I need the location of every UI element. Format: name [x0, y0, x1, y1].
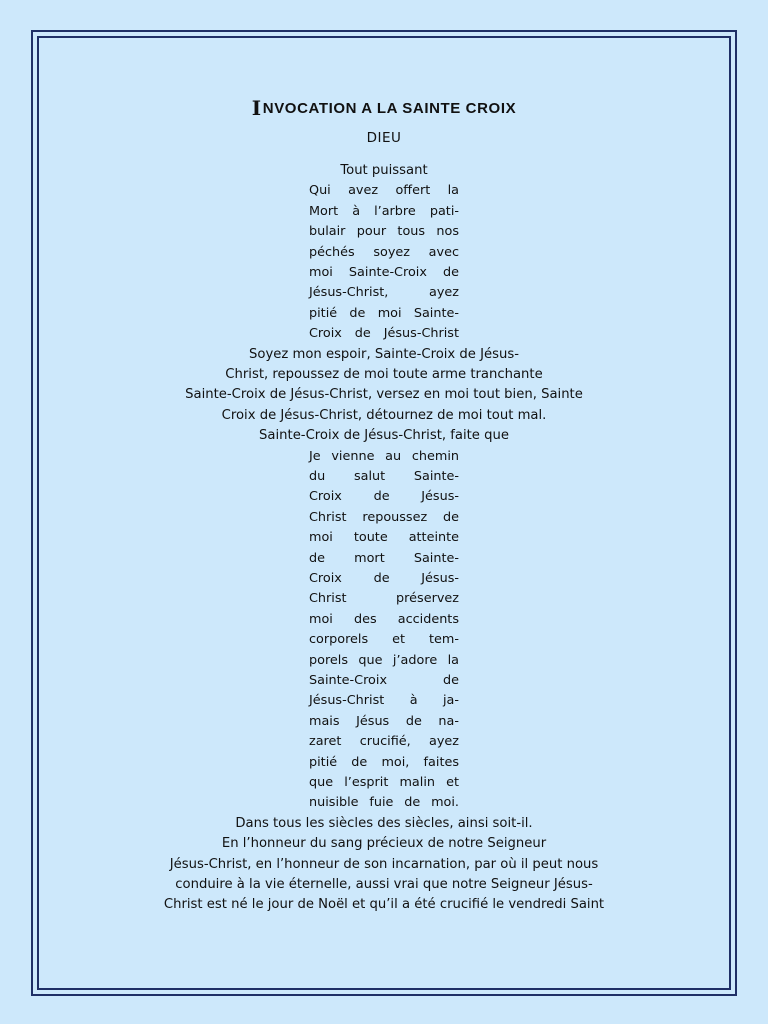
text-line: Qui avez offert la	[309, 183, 459, 199]
text-line: Tout puissant	[340, 163, 428, 178]
text-line: pitié de moi, faites	[309, 754, 459, 770]
text-line: bulair pour tous nos	[309, 224, 459, 240]
text-line: Sainte-Croix de	[309, 673, 459, 688]
text-line: Sainte-Croix de Jésus-Christ, faite que	[259, 428, 509, 444]
text-line: moi Sainte-Croix de	[309, 265, 459, 280]
text-line: nuisible fuie de moi.	[309, 795, 459, 811]
text-line: du salut Sainte-	[309, 469, 459, 484]
text-line: porels que j’adore la	[309, 652, 459, 668]
text-line: En l’honneur du sang précieux de notre Seigneur	[221, 836, 547, 852]
text-line: Jésus-Christ, en l’honneur de son incarnation, par où il peut nous	[169, 856, 599, 872]
text-line: Christ, repoussez de moi toute arme tranchante	[225, 367, 543, 382]
text-line: Mort à l’arbre pati-	[309, 203, 459, 219]
text-line: Sainte-Croix de Jésus-Christ, versez en moi tout bien, Sainte	[185, 387, 583, 403]
text-line: moi des accidents	[309, 611, 459, 627]
text-line: péchés soyez avec	[309, 244, 459, 260]
text-line: Croix de Jésus-	[309, 571, 459, 586]
text-line: que l’esprit malin et	[309, 775, 459, 790]
text-line: Christ préservez	[309, 591, 459, 607]
subtitle: DIEU	[366, 130, 402, 146]
text-line: Soyez mon espoir, Sainte-Croix de Jésus-	[249, 346, 519, 362]
text-line: pitié de moi Sainte-	[309, 305, 459, 321]
page-title	[40, 94, 728, 118]
text-line: Croix de Jésus-Christ, détournez de moi tout mal.	[221, 407, 547, 423]
text-line: Christ est né le jour de Noël et qu’il a été crucifié le vendredi Saint	[163, 897, 605, 913]
title-text: NVOCATION A LA SAINTE CROIX	[262, 100, 517, 117]
title-initial: I	[251, 96, 262, 120]
text-line: de mort Sainte-	[309, 550, 459, 566]
text-line: Dans tous les siècles des siècles, ainsi soit-il.	[235, 815, 533, 831]
text-line: Christ repoussez de	[309, 509, 459, 525]
text-line: Je vienne au chemin	[309, 448, 459, 464]
text-line: moi toute atteinte	[309, 530, 459, 546]
text-line: corporels et tem-	[309, 632, 459, 648]
text-line: Jésus-Christ, ayez	[309, 285, 459, 301]
text-line: zaret crucifié, ayez	[309, 734, 459, 750]
text-line: conduire à la vie éternelle, aussi vrai que notre Seigneur Jésus-	[175, 877, 593, 892]
text-line: mais Jésus de na-	[309, 713, 459, 729]
text-line: Croix de Jésus-	[309, 489, 459, 505]
text-line: Croix de Jésus-Christ	[309, 326, 459, 342]
text-line: Jésus-Christ à ja-	[309, 693, 459, 709]
